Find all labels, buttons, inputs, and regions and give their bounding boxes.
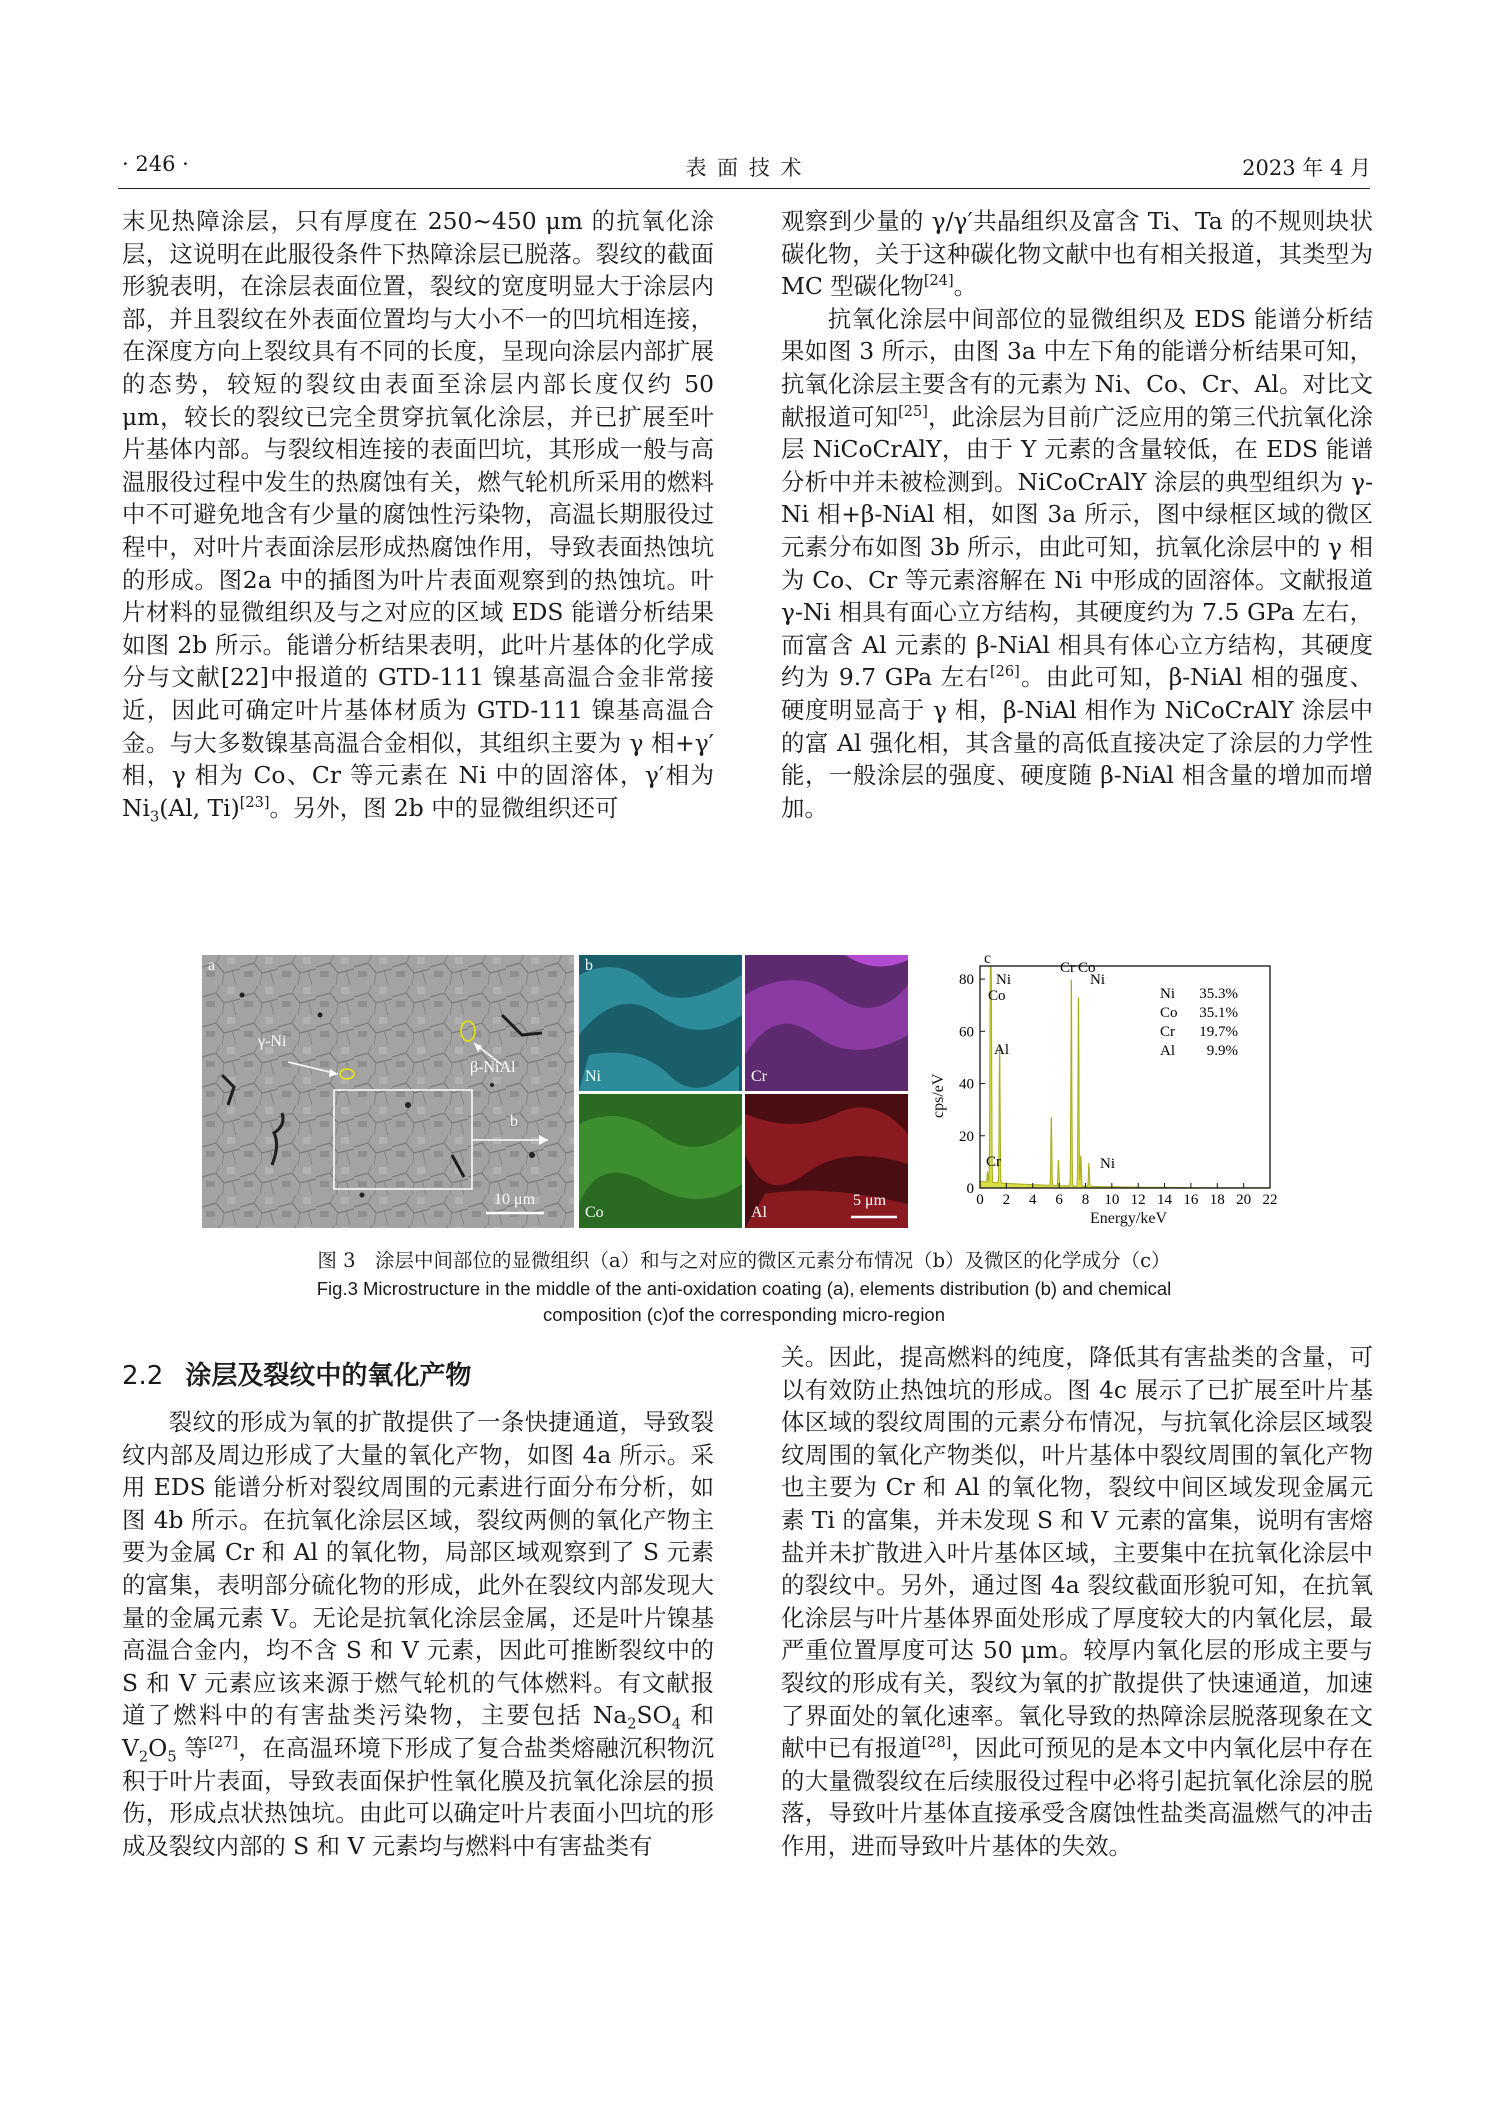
x-axis-label: Energy/keV [1090,1210,1168,1227]
paragraph: 裂纹的形成为氧的扩散提供了一条快捷通道，导致裂纹内部及周边形成了大量的氧化产物，如图 4a 所示。采用 EDS 能谱分析对裂纹周围的元素进行面分布分析，如图 4b 所示。在抗氧化涂层区域，裂纹两侧的氧化产物主要为金属 Cr 和 Al 的氧化物，局部区域观察到了 S 元素的富集，表明部分硫化物的形成，此外在裂纹内部发现大量的金属元素 V。无论是抗氧化涂层金属，还是叶片镍基高温合金内，均不含 S 和 V 元素，因此可推断裂纹中的 S 和 V 元素应该来源于燃气轮机的气体燃料。有文献报道了燃料中的有害盐类污染物，主要包括 $Na_2SO_4$ 和 $V_2O_5$ 等[27]，在高温环境下形成了复合盐类熔融沉积物沉积于叶片表面，导致表面保护性氧化膜及抗氧化涂层的损伤，形成点状热蚀坑。由此可以确定叶片表面小凹坑的形成及裂纹内部的 S 和 V 元素均与燃料中有害盐类有 [122,1408,715,1860]
panel-label-a: a [208,957,216,974]
composition-element: Co [1160,1005,1178,1021]
composition-value: 35.3% [1199,986,1238,1002]
eds-chart [920,948,1300,1238]
map-al [745,1094,908,1228]
column-left-bottom [122,1406,714,1862]
page-number: · 246 · [122,152,189,176]
peak-label: Cr [986,1154,1001,1170]
map-label-al: Al [751,1204,767,1221]
peak-label: Co [1078,960,1096,976]
composition-element: Ni [1160,986,1175,1002]
x-tick-label: 20 [1236,1192,1252,1208]
paragraph: 末见热障涂层，只有厚度在 250~450 μm 的抗氧化涂层，这说明在此服役条件下热障涂层已脱落。裂纹的截面形貌表明，在涂层表面位置，裂纹的宽度明显大于涂层内部，并且裂纹在外表面位置均与大小不一的凹坑相连接，在深度方向上裂纹具有不同的长度，呈现向涂层内部扩展的态势，较短的裂纹由表面至涂层内部长度仅约 50 μm，较长的裂纹已完全贯穿抗氧化涂层，并已扩展至叶片基体内部。与裂纹相连接的表面凹坑，其形成一般与高温服役过程中发生的热腐蚀有关，燃气轮机所采用的燃料中不可避免地含有少量的腐蚀性污染物，高温长期服役过程中，对叶片表面涂层形成热腐蚀作用，导致表面热蚀坑的形成。图2a 中的插图为叶片表面观察到的热蚀坑。叶片材料的显微组织及与之对应的区域 EDS 能谱分析结果如图 2b 所示。能谱分析结果表明，此叶片基体的化学成分与文献[22]中报道的 GTD-111 镍基高温合金非常接近，因此可确定叶片基体材质为 GTD-111 镍基高温合金。与大多数镍基高温合金相似，其组织主要为 γ 相+γ′相，γ 相为 Co、Cr 等元素在 Ni 中的固溶体，γ′相为 $Ni_3(Al$, Ti)[23]。另外，图 2b 中的显微组织还可 [122,207,714,826]
composition-element: Al [1160,1043,1175,1059]
peak-label: Cr [1060,960,1075,976]
composition-value: 9.9% [1206,1043,1238,1059]
composition-value: 19.7% [1199,1024,1238,1040]
map-ni [579,955,742,1091]
composition-element: Cr [1160,1024,1175,1040]
peak-label: Al [994,1042,1009,1058]
panel-label-c: c [984,950,992,967]
map-label-ni: Ni [585,1068,601,1085]
composition-value: 35.1% [1199,1005,1238,1021]
figure-caption-cn: 图 3 涂层中间部位的显微组织（a）和与之对应的微区元素分布情况（b）及微区的化学成分（c） [317,1249,1171,1272]
scale-label: 10 μm [494,1191,536,1208]
peak-label: Co [988,988,1006,1004]
map-label-cr: Cr [751,1068,767,1085]
y-tick-label: 40 [959,1076,974,1093]
x-tick-label: 0 [976,1192,984,1208]
figure-caption-en-1: Fig.3 Microstructure in the middle of the anti-oxidation coating (a), elements distribution (b) and chemical [316,1278,1172,1299]
arrow-label-b: b [510,1113,518,1130]
eds-spectrum [920,948,1300,1238]
micrograph-texture [202,955,574,1228]
issue-date: 2023 年 4 月 [1242,156,1371,180]
figure-caption-en-2: composition (c)of the corresponding micro-region [542,1304,946,1325]
section-title: 涂层及裂纹中的氧化产物 [185,1361,472,1391]
column-right-bottom [781,1341,1373,1863]
x-tick-label: 22 [1262,1192,1278,1208]
x-tick-label: 6 [1055,1192,1063,1208]
y-axis-label: cps/eV [930,1073,947,1118]
paragraph: 观察到少量的 γ/γ′共晶组织及富含 Ti、Ta 的不规则块状碳化物，关于这种碳化物文献中也有相关报道，其类型为 MC 型碳化物[24]。 [781,207,1373,301]
peak-label: Ni [1100,1156,1115,1172]
panel-label-b: b [585,957,593,974]
x-tick-label: 14 [1157,1192,1173,1208]
paragraph: 抗氧化涂层中间部位的显微组织及 EDS 能谱分析结果如图 3 所示，由图 3a 中左下角的能谱分析结果可知，抗氧化涂层主要含有的元素为 Ni、Co、Cr、Al。对比文献报道可知[25]，此涂层为目前广泛应用的第三代抗氧化涂层 NiCoCrAlY，由于 Y 元素的含量较低，在 EDS 能谱分析中并未被检测到。NiCoCrAlY 涂层的典型组织为 γ-Ni 相+β-NiAl 相，如图 3a 所示，图中绿框区域的微区元素分布如图 3b 所示，由此可知，抗氧化涂层中的 γ 相为 Co、Cr 等元素溶解在 Ni 中形成的固溶体。文献报道 γ-Ni 相具有面心立方结构，其硬度约为 7.5 GPa 左右，而富含 Al 元素的 β-NiAl 相具有体心立方结构，其硬度约为 9.7 GPa 左右[26]。由此可知，β-NiAl 相的强度、硬度明显高于 γ 相，β-NiAl 相作为 NiCoCrAlY 涂层中的富 Al 强化相，其含量的高低直接决定了涂层的力学性能，一般涂层的强度、硬度随 β-NiAl 相含量的增加而增加。 [781,304,1374,822]
map-label-co: Co [585,1204,604,1221]
x-tick-label: 12 [1130,1192,1146,1208]
map-cr [745,955,908,1091]
beta-nial-label: β-NiAl [470,1059,516,1076]
x-tick-label: 4 [1028,1192,1037,1208]
x-tick-label: 10 [1104,1192,1120,1208]
section-heading [122,1355,471,1392]
x-tick-label: 8 [1081,1192,1090,1208]
sem-micrograph [202,955,574,1228]
y-tick-label: 0 [966,1181,974,1197]
column-left-top [122,205,714,824]
paragraph: 关。因此，提高燃料的纯度，降低其有害盐类的含量，可以有效防止热蚀坑的形成。图 4c 展示了已扩展至叶片基体区域的裂纹周围的元素分布情况，与抗氧化涂层区域裂纹周围的氧化产物类似，叶片基体中裂纹周围的氧化产物也主要为 Cr 和 Al 的氧化物，裂纹中间区域发现金属元素 Ti 的富集，并未发现 S 和 V 元素的富集，说明有害熔盐并未扩散进入叶片基体区域，主要集中在抗氧化涂层中的裂纹中。另外，通过图 4a 裂纹截面形貌可知，在抗氧化涂层与叶片基体界面处形成了厚度较大的内氧化层，最严重位置厚度可达 50 μm。较厚内氧化层的形成主要与裂纹的形成有关，裂纹为氧的扩散提供了快速通道，加速了界面处的氧化速率。氧化导致的热障涂层脱落现象在文献中已有报道[28]，因此可预见的是本文中内氧化层中存在的大量微裂纹在后续服役过程中必将引起抗氧化涂层的脱落，导致叶片基体直接承受含腐蚀性盐类高温燃气的冲击作用，进而导致叶片基体的失效。 [781,1343,1374,1860]
journal-title: 表 面 技 术 [685,156,804,180]
map-co [579,1094,742,1228]
column-right-top [781,205,1373,824]
y-tick-label: 20 [959,1128,974,1145]
peak-label: Ni [996,972,1011,988]
section-number: 2.2 [122,1361,164,1391]
y-tick-label: 80 [959,972,974,989]
peak-label: Ni [1090,972,1105,988]
header-rule [118,188,1370,189]
x-tick-label: 16 [1183,1192,1199,1208]
x-tick-label: 2 [1002,1192,1011,1208]
y-tick-label: 60 [959,1024,974,1041]
scale-label: 5 μm [853,1192,887,1209]
x-tick-label: 18 [1209,1192,1225,1208]
gamma-ni-label: γ-Ni [258,1033,287,1050]
